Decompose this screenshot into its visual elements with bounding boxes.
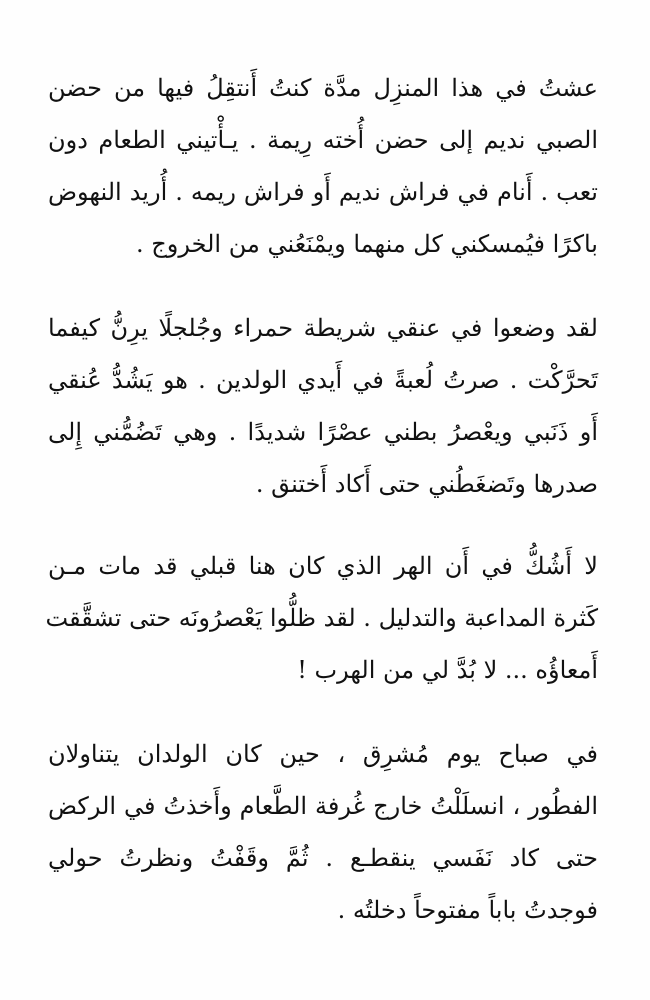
- paragraph-line: لقد وضعوا في عنقي شريطة حمراء وجُلجلًا يرِنُّ كيفما: [48, 314, 598, 342]
- paragraph-line: لا أَشُكُّ في أَن الهر الذي كان هنا قبلي قد مات مـن: [48, 552, 598, 580]
- paragraph-4: [48, 728, 598, 936]
- paragraph-line: فوجدتُ باباً مفتوحاً دخلتُه .: [337, 896, 598, 924]
- paragraph-2: [48, 302, 598, 510]
- paragraph-line: أَو ذَنَبي ويعْصرُ بطني عصْرًا شديدًا . وهي تَضُمُّني إِلى: [48, 418, 598, 446]
- paragraph-line: حتى كاد نَفَسي ينقطـع . ثُمَّ وقَفْتُ ونظرتُ حولي: [48, 844, 598, 872]
- paragraph-line: عشتُ في هذا المنزِل مدَّة كنتُ أَنتقِلُ فيها من حضن: [48, 74, 598, 102]
- paragraph-line: كَثرة المداعبة والتدليل . لقد ظلُّوا يَعْصرُونَه حتى تشقَّقت: [45, 604, 598, 632]
- paragraph-line: الفطُور ، انسلَلْتُ خارج غُرفة الطَّعام وأَخذتُ في الركض: [48, 792, 598, 820]
- paragraph-line: تعب . أَنام في فراش نديم أَو فراش ريمه . أُريد النهوض: [48, 178, 598, 206]
- paragraph-line: الصبي نديم إلى حضن أُخته رِيمة . يـأْتيني الطعام دون: [48, 126, 598, 154]
- paragraph-line: أَمعاؤُه ... لا بُدَّ لي من الهرب !: [297, 656, 598, 684]
- paragraph-line: صدرها وتَضغَطُني حتى أَكاد أَختنق .: [255, 470, 598, 498]
- paragraph-1: [48, 62, 598, 270]
- paragraph-line: تَحرَّكْت . صرتُ لُعبةً في أَيدي الولدين . هو يَشُدُّ عُنقي: [48, 366, 598, 394]
- paragraph-line: في صباح يوم مُشرِق ، حين كان الولدان يتناولان: [48, 740, 598, 768]
- paragraph-3: [45, 540, 598, 696]
- paragraph-line: باكرًا فيُمسكني كل منهما ويمْنَعُني من الخروج .: [136, 230, 598, 258]
